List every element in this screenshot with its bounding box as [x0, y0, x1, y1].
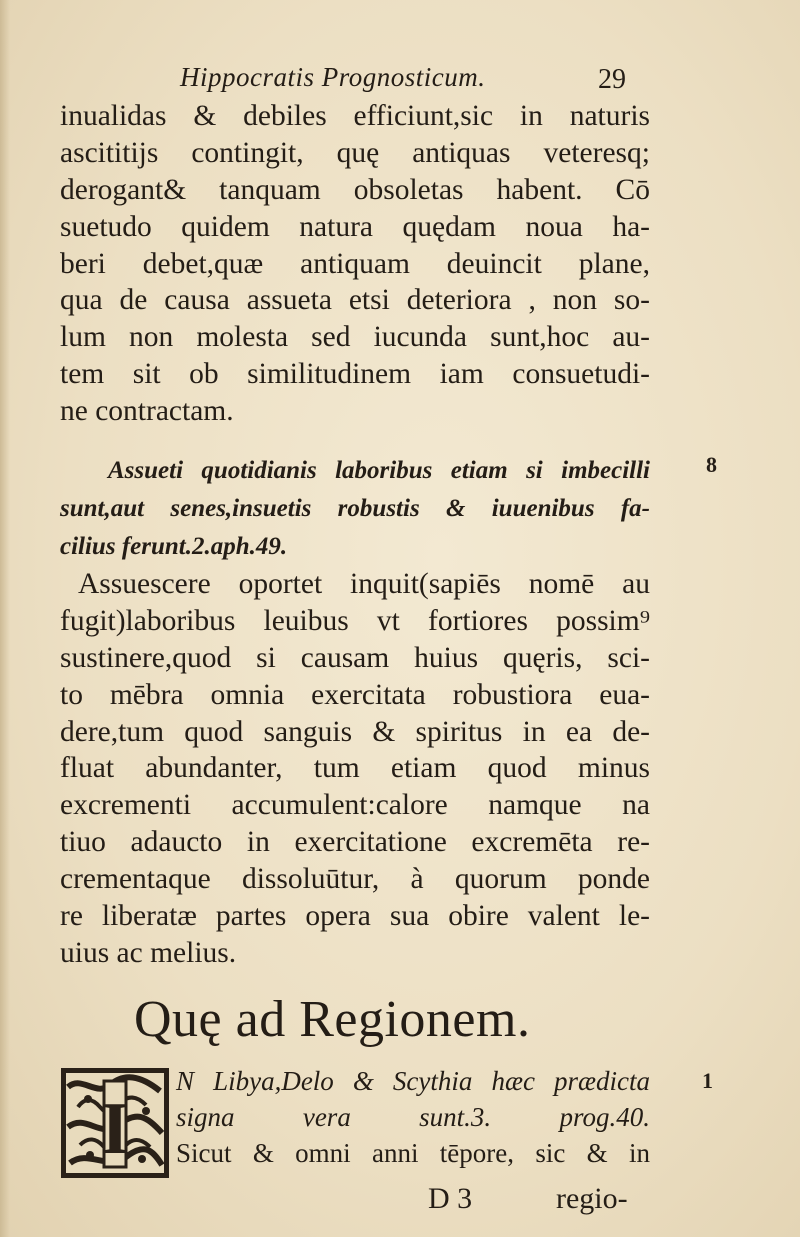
section-line: Sicut & omni anni tēpore, sic & in — [176, 1138, 650, 1168]
text-line: beri debet,quæ antiquam deuincit plane, — [60, 247, 650, 280]
page-gutter-shadow — [0, 0, 10, 1237]
ornamental-drop-cap-icon — [60, 1067, 170, 1179]
text-line: sustinere,quod si causam huius quęris, sci- — [60, 641, 650, 674]
text-line: ascititijs contingit, quę antiquas veteresq; — [60, 136, 650, 169]
paragraph-1 — [60, 98, 650, 430]
page-number: 29 — [598, 64, 626, 95]
paragraph-2 — [60, 566, 650, 972]
section-line: signa vera sunt.3. prog.40. — [176, 1102, 650, 1132]
signature-mark: D 3 — [428, 1182, 473, 1215]
running-title: Hippocratis Prognosticum. — [180, 62, 486, 92]
section-line: N Libya,Delo & Scythia hæc prædicta — [176, 1066, 650, 1096]
aphorism-quote — [60, 452, 650, 566]
text-line: excrementi accumulent:calore namque na — [60, 789, 650, 822]
text-line: fugit)laboribus leuibus vt fortiores possim⁹ — [60, 604, 650, 637]
section-heading: Quę ad Regionem. — [134, 991, 531, 1048]
aphorism-line: cilius ferunt.2.aph.49. — [60, 533, 288, 560]
aphorism-line: sunt,aut senes,insuetis robustis & iuuenibus fa- — [60, 495, 650, 522]
text-line: uius ac melius. — [60, 936, 237, 969]
text-line: re liberatæ partes opera sua obire valent le- — [60, 900, 650, 933]
text-line: tiuo adaucto in exercitatione excremēta re- — [60, 826, 650, 859]
text-line: lum non molesta sed iucunda sunt,hoc au- — [60, 321, 650, 354]
aphorism-line: Assueti quotidianis laboribus etiam si imbecilli — [108, 457, 650, 484]
text-line: Assuescere oportet inquit(sapiēs nomē au — [78, 568, 650, 600]
margin-number-aphorism: 8 — [706, 452, 717, 477]
text-line: qua de causa assueta etsi deteriora , non so- — [60, 284, 650, 317]
text-line: ne contractam. — [60, 395, 234, 428]
margin-number-section: 1 — [702, 1068, 713, 1093]
text-line: tem sit ob similitudinem iam consuetudi- — [60, 358, 650, 391]
text-line: crementaque dissoluūtur, à quorum ponde — [60, 863, 650, 896]
text-line: suetudo quidem natura quędam noua ha- — [60, 210, 650, 243]
text-line: inualidas & debiles efficiunt,sic in naturis — [60, 100, 650, 132]
catchword: regio- — [556, 1182, 628, 1215]
text-line: to mēbra omnia exercitata robustiora eua- — [60, 678, 650, 711]
svg-text:I: I — [100, 1088, 130, 1170]
section-text — [176, 1063, 650, 1171]
text-line: derogant& tanquam obsoletas habent. Cō — [60, 173, 650, 206]
text-line: fluat abundanter, tum etiam quod minus — [60, 752, 650, 785]
text-line: dere,tum quod sanguis & spiritus in ea de- — [60, 715, 650, 748]
